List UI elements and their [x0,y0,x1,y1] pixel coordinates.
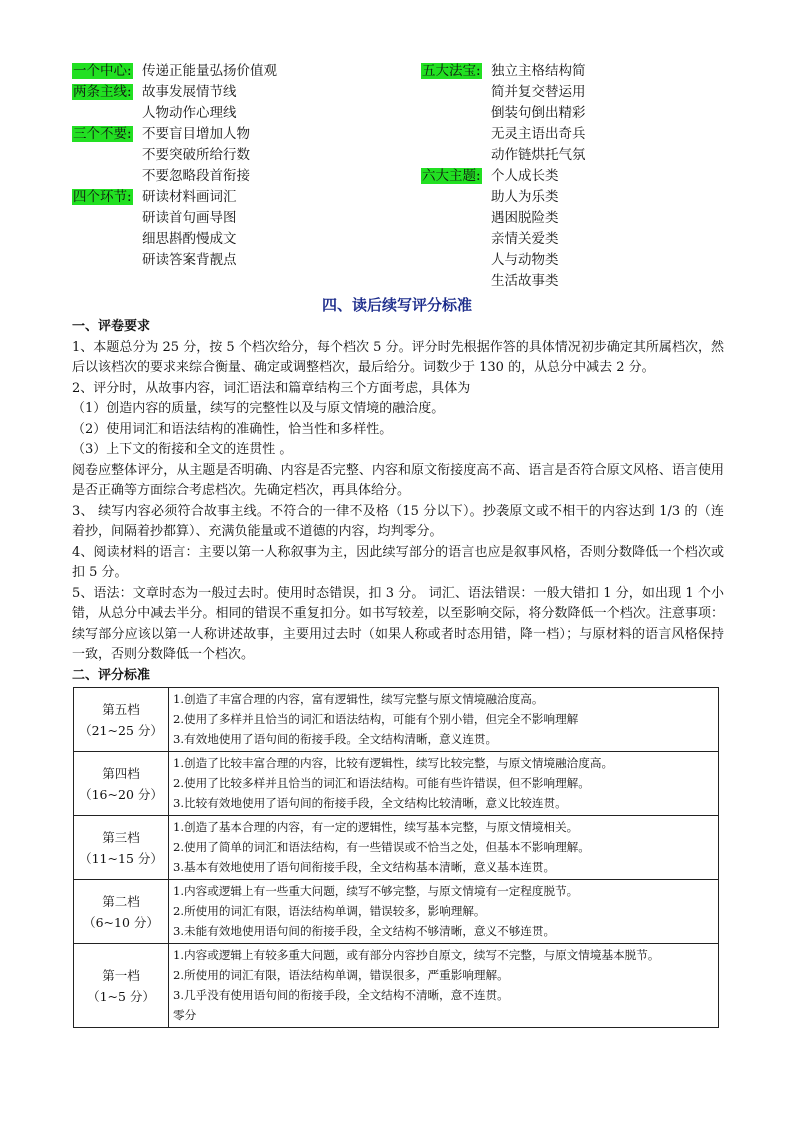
highlight-label: 五大法宝: [422,63,481,79]
grade-name: 第四档 [102,765,140,781]
grade-level-cell [74,944,169,1028]
summary-row [72,103,277,124]
summary-item: 个人成长类 [491,168,559,184]
label-cell [421,250,491,271]
highlight-label: 六大主题: [422,168,481,184]
grade-range: （6~10 分） [83,914,159,930]
highlight-label: 两条主线: [73,84,132,100]
label-cell [72,103,142,124]
criteria-line: 2.使用了简单的词汇和语法结构，有一些错误或不恰当之处，但基本不影响理解。 [173,840,590,854]
summary-row [421,61,586,82]
grade-name: 第三档 [102,829,140,845]
criteria-line: 2.使用了多样并且恰当的词汇和语法结构，可能有个别小错，但完全不影响理解 [173,712,579,726]
grade-range: （16~20 分） [79,786,163,802]
summary-item: 不要忽略段首衔接 [142,168,250,184]
label-cell [72,229,142,250]
grade-name: 第二档 [102,893,140,909]
summary-row [72,166,277,187]
summary-row [421,124,586,145]
summary-item: 研读答案背靓点 [142,252,237,268]
highlight-label: 一个中心: [73,63,132,79]
summary-right [421,61,586,292]
criteria-line: 3.比较有效地使用了语句间的衔接手段，全文结构比较清晰，意义比较连贯。 [173,796,567,810]
summary-item: 独立主格结构简 [491,63,586,79]
summary-row [421,166,586,187]
summary-row [72,208,277,229]
summary-row [421,187,586,208]
summary-item: 遇困脱险类 [491,210,559,226]
paragraph: 2、评分时，从故事内容，词汇语法和篇章结构三个方面考虑，具体为 [72,380,471,396]
grade-range: （1~5 分） [87,988,155,1004]
summary-row [72,145,277,166]
grade-criteria-cell [169,944,719,1028]
highlight-label: 三个不要: [73,126,132,142]
grade-criteria-cell [169,688,719,752]
heading-standards: 二、评分标准 [72,667,151,683]
grade-criteria-cell [169,752,719,816]
paragraph: 5、语法：文章时态为一般过去时。使用时态错误，扣 3 分。 词汇、语法错误：一般大错扣 1 分，如出现 1 个小错，从总分中减去半分。相同的错误不重复扣分。如书写较差，以至影响交际，将分数降低一个档次。注意事项：续写部分应该以第一人称讲述故事，主要用过去时（如果人称或者时态用错，降一档）；与原材料的语言风格保持一致，否则分数降低一个档次。 [72,585,724,662]
summary-left [72,61,277,271]
label-cell [421,124,491,145]
summary-row [72,61,277,82]
scoring-requirements [72,317,724,686]
grade-level-cell [74,752,169,816]
summary-item: 细思斟酌慢成文 [142,231,237,247]
summary-item: 不要盲目增加人物 [142,126,250,142]
paragraph: 阅卷应整体评分，从主题是否明确、内容是否完整、内容和原文衔接度高不高、语言是否符合原文风格、语言使用是否正确等方面综合考虑档次。先确定档次，再具体给分。 [72,462,724,498]
grade-range: （11~15 分） [79,850,163,866]
summary-row [421,82,586,103]
summary-item: 不要突破所给行数 [142,147,250,163]
label-cell [72,145,142,166]
label-cell [421,145,491,166]
label-cell [72,124,142,145]
summary-row [72,124,277,145]
summary-item: 生活故事类 [491,273,559,289]
criteria-line: 3.未能有效地使用语句间的衔接手段，全文结构不够清晰，意义不够连贯。 [173,924,556,938]
summary-row [421,271,586,292]
criteria-line: 3.基本有效地使用了语句间衔接手段，全文结构基本清晰，意义基本连贯。 [173,860,556,874]
summary-item: 简并复交替运用 [491,84,586,100]
paragraph: 3、 续写内容必须符合故事主线。不符合的一律不及格（15 分以下）。抄袭原文或不相干的内容达到 1/3 的（连着抄，间隔着抄都算）、充满负能量或不道德的内容，均判零分。 [72,503,724,539]
grade-criteria-cell [169,816,719,880]
label-cell [72,208,142,229]
summary-row [421,208,586,229]
paragraph: （1）创造内容的质量，续写的完整性以及与原文情境的融洽度。 [72,401,445,416]
table-row [74,880,719,944]
table-row [74,688,719,752]
summary-row [421,250,586,271]
summary-item: 动作链烘托气氛 [491,147,586,163]
label-cell [72,166,142,187]
summary-item: 研读首句画导图 [142,210,237,226]
summary-item: 倒装句倒出精彩 [491,105,586,121]
label-cell [421,187,491,208]
summary-item: 研读材料画词汇 [142,189,237,205]
criteria-line: 1.内容或逻辑上有较多重大问题，或有部分内容抄自原文，续写不完整，与原文情境基本脱节。 [173,948,660,962]
scoring-table [73,687,719,1028]
grade-range: （21~25 分） [79,722,163,738]
criteria-line: 1.创造了基本合理的内容，有一定的逻辑性，续写基本完整，与原文情境相关。 [173,820,579,834]
label-cell [72,187,142,208]
table-row [74,816,719,880]
label-cell [421,82,491,103]
label-cell [421,229,491,250]
label-cell [421,208,491,229]
summary-row [72,187,277,208]
label-cell [421,166,491,187]
summary-row [72,250,277,271]
paragraph: 4、阅读材料的语言：主要以第一人称叙事为主，因此续写部分的语言也应是叙事风格，否则分数降低一个档次或扣 5 分。 [72,544,724,580]
label-cell [421,61,491,82]
summary-row [72,229,277,250]
summary-item: 无灵主语出奇兵 [491,126,586,142]
criteria-line: 1.内容或逻辑上有一些重大问题，续写不够完整，与原文情境有一定程度脱节。 [173,884,579,898]
summary-row [421,103,586,124]
criteria-line: 3.几乎没有使用语句间的衔接手段，全文结构不清晰，意不连贯。 [173,988,509,1002]
summary-item: 助人为乐类 [491,189,559,205]
summary-row [72,82,277,103]
grade-name: 第一档 [102,967,140,983]
label-cell [421,103,491,124]
summary-item: 传递正能量弘扬价值观 [142,63,277,79]
criteria-line: 1.创造了丰富合理的内容，富有逻辑性，续写完整与原文情境融洽度高。 [173,692,544,706]
criteria-line: 1.创造了比较丰富合理的内容，比较有逻辑性，续写比较完整，与原文情境融洽度高。 [173,756,614,770]
criteria-line: 2.所使用的词汇有限，语法结构单调，错误较多，影响理解。 [173,904,486,918]
table-row [74,944,719,1028]
paragraph: （2）使用词汇和语法结构的准确性，恰当性和多样性。 [72,421,393,437]
grade-criteria-cell [169,880,719,944]
criteria-line: 2.使用了比较多样并且恰当的词汇和语法结构。可能有些许错误，但不影响理解。 [173,776,590,790]
summary-item: 亲情关爱类 [491,231,559,247]
grade-level-cell [74,880,169,944]
table-row [74,752,719,816]
paragraph: 1、本题总分为 25 分，按 5 个档次给分，每个档次 5 分。评分时先根据作答的具体情况初步确定其所属档次，然后以该档次的要求来综合衡量、确定或调整档次，最后给分。词数少于 130 的，从总分中减去 2 分。 [72,339,724,375]
criteria-line: 2.所使用的词汇有限，语法结构单调，错误很多，严重影响理解。 [173,968,509,982]
heading-requirements: 一、评卷要求 [72,319,151,334]
summary-row [421,229,586,250]
summary-item: 人物动作心理线 [142,105,237,121]
label-cell [421,271,491,292]
grade-level-cell [74,816,169,880]
grade-name: 第五档 [102,701,140,717]
summary-row [421,145,586,166]
label-cell [72,250,142,271]
label-cell [72,82,142,103]
summary-item: 人与动物类 [491,252,559,268]
label-cell [72,61,142,82]
criteria-line: 零分 [173,1008,197,1022]
section-title: 四、读后续写评分标准 [321,296,472,314]
summary-item: 故事发展情节线 [142,84,237,100]
highlight-label: 四个环节: [73,189,132,205]
grade-level-cell [74,688,169,752]
criteria-line: 3.有效地使用了语句间的衔接手段。全文结构清晰，意义连贯。 [173,732,498,746]
paragraph: （3）上下文的衔接和全文的连贯性 。 [72,442,293,457]
